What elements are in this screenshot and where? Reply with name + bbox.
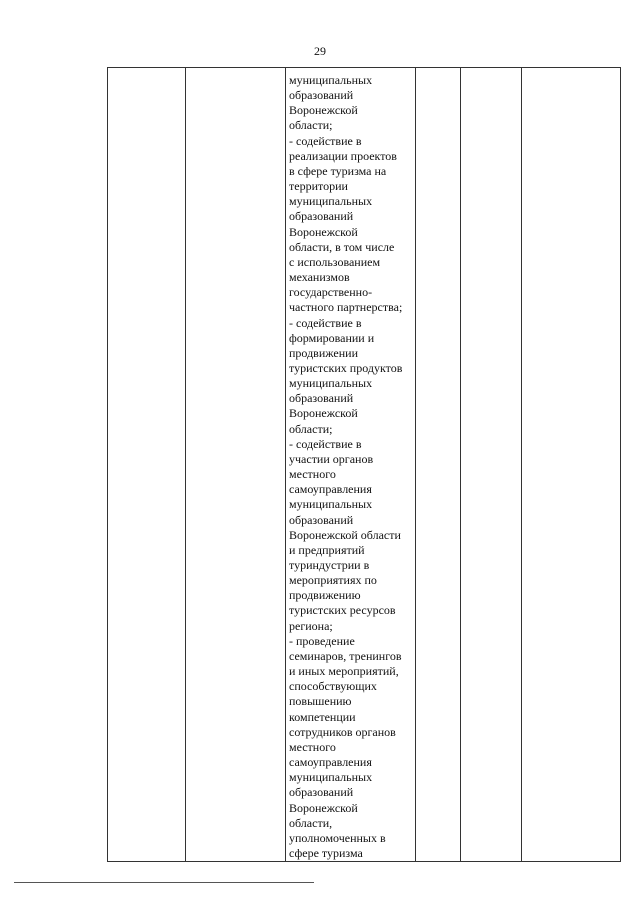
table-cell-col2 [186,68,286,862]
page-number: 29 [314,44,326,58]
table-row [108,68,621,862]
footer-rule [14,882,314,883]
table-cell-col5 [461,68,522,862]
activities-table [107,67,621,862]
table-cell-col1 [108,68,186,862]
table-cell-col6 [522,68,621,862]
table-cell-col4 [416,68,461,862]
table-cell-activities [286,68,416,862]
activities-text: муниципальных образований Воронежской области; - содействие в реализации проектов в сфере туризма на территории муниципальных образований Воронежской области, в том числе с использованием механизмов государственно- частного партнерства; - содействие в формировании и продвижении туристских продуктов муниципальных образований Воронежской области; - содействие в участии органов местного самоуправления муниципальных образований Воронежской области и предприятий туриндустрии в мероприятиях по продвижению туристских ресурсов региона; - проведение семинаров, тренингов и иных мероприятий, способствующих повышению компетенции сотрудников органов местного самоуправления муниципальных образований Воронежской области, уполномоченных в сфере туризма [289,73,403,860]
